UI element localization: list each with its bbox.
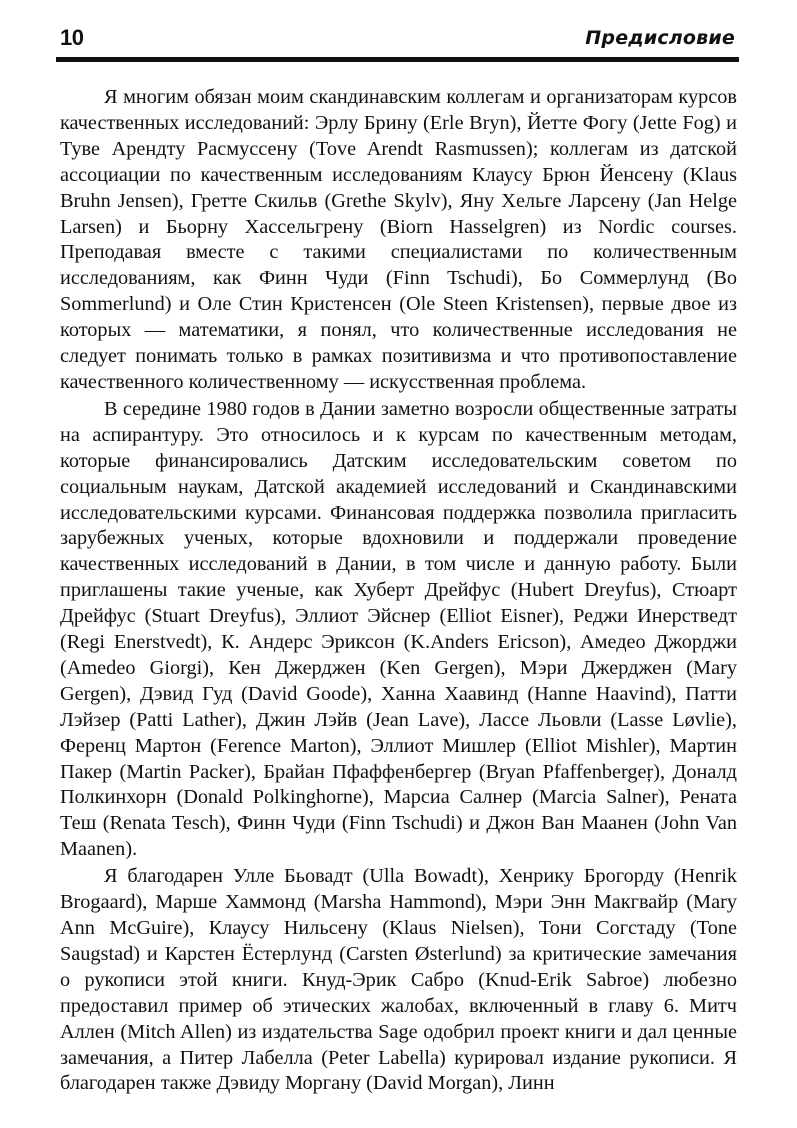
paragraph: Я благодарен Улле Бьовадт (Ulla Bowadt), Хенрику Брогорду (Henrik Brogaard), Марше Хаммонд (Marsha Hammond), Мэри Энн Макгвайр (Mary Ann McGuire), Клаусу Нильсену (Klaus Nielsen), Тони Согстаду (Tone Saugstad) и Карстен Ёстерлунд (Carsten Østerlund) за критические замечания о рукописи этой книги. Кнуд-Эрик Сабро (Knud-Erik Sabroe) любезно предоставил пример об этических жалобах, включенный в главу 6. Митч Аллен (Mitch Allen) из издательства Sage одобрил проект книги и дал ценные замечания, а Питер Лабелла (Peter Labella) курировал издание рукописи. Я благодарен также Дэвиду Моргану (David Morgan), Линн [60, 865, 737, 1095]
running-head [56, 24, 739, 54]
paragraph: В середине 1980 годов в Дании заметно возросли общественные затраты на аспирантуру. Это относилось и к курсам по качественным методам, которые финансировались Датским исследовательским советом по социальным наукам, Датской академией исследований и Скандинавскими исследовательскими курсами. Финансовая поддержка позволила пригласить зарубежных ученых, которые вдохновили и поддержали проведение качественных исследований в Дании, в том числе и данную работу. Были приглашены такие ученые, как Хуберт Дрейфус (Hubert Dreyfus), Стюарт Дрейфус (Stuart Dreyfus), Эллиот Эйснер (Elliot Eisner), Реджи Инерстведт (Regi Enerstvedt), К. Андерс Эриксон (K.Anders Ericson), Амедео Джорджи (Amedeo Giorgi), Кен Джерджен (Ken Gergen), Мэри Джерджен (Mary Gergen), Дэвид Гуд (David Goode), Ханна Хаавинд (Hanne Haavind), Патти Лэйзер (Patti Lather), Джин Лэйв (Jean Lave), Лассе Льовли (Lasse Løvlie), Ференц Мартон (Ference Marton), Эллиот Мишлер (Elliot Mishler), Мартин Пакер (Martin Packer), Брайан Пфаффенбергер (Bryan Pfaffenbergeŗ), Доналд Полкинхорн (Donald Polkinghorne), Марсиа Салнер (Marcia Salner), Рената Теш (Renata Tesch), Финн Чуди (Finn Tschudi) и Джон Ван Маанен (John Van Maanen). [60, 397, 737, 861]
page-number: 10 [60, 25, 84, 50]
section-title: Предисловие [585, 27, 735, 49]
paragraph: Я многим обязан моим скандинавским коллегам и организаторам курсов качественных исследований: Эрлу Брину (Erle Bryn), Йетте Фогу (Jette Fog) и Туве Арендту Расмуссену (Tove Arendt Rasmussen); коллегам из датской ассоциации по качественным исследованиям Клаусу Брюн Йенсену (Klaus Bruhn Jensen), Гретте Скильв (Grethe Skylv), Яну Хельге Ларсену (Jan Helge Larsen) и Бьорну Хассельгрену (Biorn Hasselgren) из Nordic courses. Преподавая вместе с такими специалистами по количественным исследованиям, как Финн Чуди (Finn Tschudi), Бо Соммерлунд (Bo Sommerlund) и Оле Стин Кристенсен (Ole Steen Kristensen), первые двое из которых — математики, я понял, что количественные исследования не следует понимать только в рамках позитивизма и что противопоставление качественного количественному — искусственная проблема. [60, 86, 737, 393]
body-text [60, 85, 737, 1098]
header-rule [56, 57, 739, 62]
